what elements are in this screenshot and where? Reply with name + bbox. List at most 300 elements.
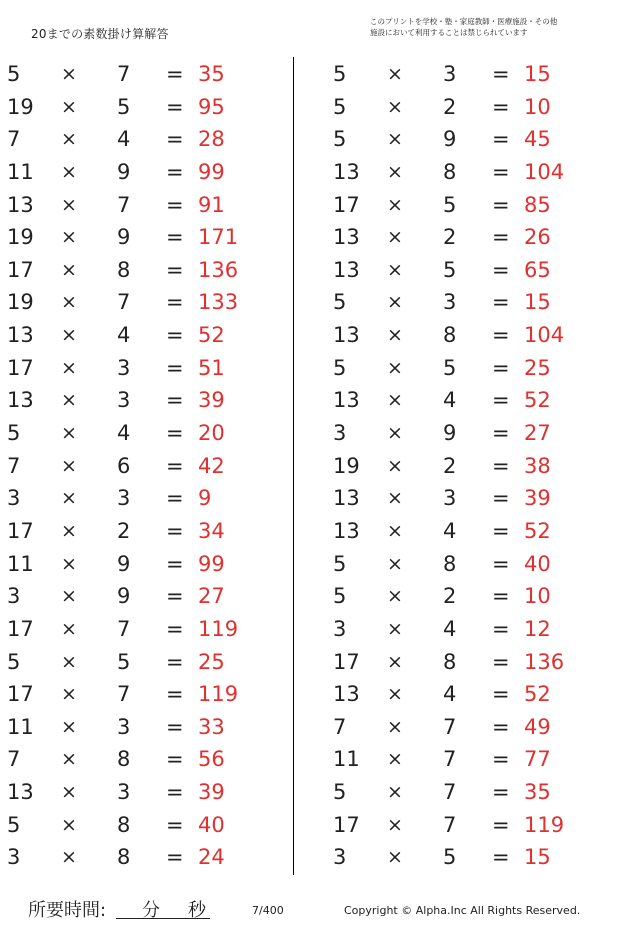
answer-value: 15 [524,62,551,86]
equals-sign: = [166,812,184,837]
equals-sign: = [492,551,510,576]
problem-row [0,123,290,156]
problem-row [0,711,290,744]
equals-sign: = [166,518,184,543]
equals-sign: = [166,616,184,641]
problem-row [0,809,290,842]
times-sign: × [61,389,77,412]
multiplicand: 13 [7,388,34,413]
times-sign: × [61,650,77,673]
multiplier: 2 [117,518,131,543]
multiplier: 8 [117,812,131,837]
problem-row [326,221,616,254]
equals-sign: = [492,159,510,184]
problem-row [326,743,616,776]
multiplicand: 13 [333,257,360,282]
multiplicand: 17 [333,649,360,674]
answer-value: 45 [524,127,551,152]
answer-value: 52 [524,388,551,413]
times-sign: × [61,715,77,738]
equals-sign: = [492,845,510,870]
equals-sign: = [492,127,510,152]
problem-row [0,286,290,319]
answer-value: 104 [524,159,565,184]
multiplier: 5 [117,649,131,674]
times-sign: × [61,160,77,183]
problem-row [0,776,290,809]
equals-sign: = [166,159,184,184]
equals-sign: = [492,616,510,641]
multiplicand: 19 [7,94,34,119]
times-sign: × [61,683,77,706]
multiplicand: 3 [333,616,347,641]
problem-row [326,417,616,450]
answer-value: 104 [524,323,565,348]
problem-row [326,123,616,156]
multiplier: 3 [443,486,457,511]
multiplier: 5 [443,257,457,282]
equals-sign: = [166,649,184,674]
answer-value: 136 [524,649,565,674]
problem-row [0,646,290,679]
times-sign: × [61,128,77,151]
multiplicand: 5 [333,780,347,805]
multiplier: 3 [117,780,131,805]
answer-value: 52 [524,682,551,707]
times-sign: × [387,846,403,869]
equals-sign: = [492,290,510,315]
problem-row [326,548,616,581]
multiplier: 4 [443,616,457,641]
problem-row [0,482,290,515]
answer-value: 20 [198,421,225,446]
multiplicand: 17 [7,616,34,641]
multiplier: 9 [117,159,131,184]
problem-row [0,156,290,189]
times-sign: × [387,519,403,542]
multiplier: 9 [117,584,131,609]
multiplicand: 7 [7,127,21,152]
multiplicand: 13 [7,780,34,805]
answer-value: 28 [198,127,225,152]
answer-value: 9 [198,486,212,511]
usage-notice-line-2: 施設において利用することは禁じられています [370,28,528,37]
page-number: 7/400 [252,904,284,917]
multiplicand: 17 [7,682,34,707]
answer-value: 15 [524,290,551,315]
times-sign: × [61,846,77,869]
times-sign: × [61,356,77,379]
times-sign: × [61,748,77,771]
times-sign: × [61,291,77,314]
multiplier: 4 [117,127,131,152]
equals-sign: = [166,192,184,217]
times-sign: × [387,813,403,836]
equals-sign: = [166,94,184,119]
problem-row [326,319,616,352]
multiplicand: 5 [333,551,347,576]
multiplicand: 13 [333,388,360,413]
multiplicand: 13 [7,192,34,217]
answer-value: 65 [524,257,551,282]
multiplier: 5 [443,192,457,217]
problem-row [326,841,616,874]
equals-sign: = [166,421,184,446]
answer-value: 40 [198,812,225,837]
multiplier: 5 [117,94,131,119]
times-sign: × [61,258,77,281]
problem-row [0,58,290,91]
times-sign: × [387,226,403,249]
multiplier: 8 [117,845,131,870]
multiplier: 9 [117,551,131,576]
answer-value: 24 [198,845,225,870]
problem-row [326,189,616,222]
multiplier: 3 [443,290,457,315]
answer-value: 99 [198,551,225,576]
multiplicand: 5 [333,62,347,86]
equals-sign: = [166,453,184,478]
times-sign: × [61,487,77,510]
multiplicand: 5 [333,127,347,152]
multiplicand: 11 [333,747,360,772]
problem-row [0,319,290,352]
answer-value: 119 [198,682,239,707]
equals-sign: = [492,323,510,348]
answer-value: 35 [198,62,225,86]
times-sign: × [387,356,403,379]
time-required-label: 所要時間: [28,900,107,921]
equals-sign: = [166,747,184,772]
times-sign: × [387,160,403,183]
equals-sign: = [492,94,510,119]
multiplier: 8 [443,323,457,348]
problem-row [326,91,616,124]
answer-value: 42 [198,453,225,478]
answer-value: 49 [524,714,551,739]
answer-value: 12 [524,616,551,641]
multiplier: 7 [443,714,457,739]
problem-row [326,352,616,385]
multiplier: 7 [117,616,131,641]
times-sign: × [387,193,403,216]
multiplier: 4 [443,682,457,707]
answer-value: 91 [198,192,225,217]
multiplicand: 5 [7,62,21,86]
multiplier: 2 [443,225,457,250]
multiplier: 3 [117,714,131,739]
times-sign: × [387,487,403,510]
multiplicand: 11 [7,714,34,739]
multiplicand: 5 [7,421,21,446]
equals-sign: = [492,812,510,837]
multiplier: 4 [443,518,457,543]
answer-value: 15 [524,845,551,870]
multiplier: 7 [443,747,457,772]
multiplicand: 5 [333,290,347,315]
times-sign: × [61,519,77,542]
equals-sign: = [492,780,510,805]
problem-row [326,450,616,483]
problem-row [326,646,616,679]
problem-row [0,254,290,287]
right-problem-column [326,58,616,874]
multiplier: 7 [117,290,131,315]
problem-row [0,384,290,417]
multiplicand: 19 [7,225,34,250]
times-sign: × [61,781,77,804]
multiplier: 8 [117,747,131,772]
multiplicand: 5 [333,355,347,380]
multiplier: 8 [443,649,457,674]
problem-row [0,678,290,711]
problem-row [0,189,290,222]
equals-sign: = [166,62,184,86]
problem-row [0,221,290,254]
problem-row [326,286,616,319]
multiplier: 3 [117,355,131,380]
equals-sign: = [166,290,184,315]
problem-row [326,776,616,809]
answer-value: 40 [524,551,551,576]
multiplicand: 5 [7,649,21,674]
answer-value: 25 [524,355,551,380]
equals-sign: = [166,714,184,739]
answer-value: 27 [198,584,225,609]
times-sign: × [61,813,77,836]
multiplicand: 17 [7,257,34,282]
times-sign: × [61,324,77,347]
equals-sign: = [166,845,184,870]
times-sign: × [387,389,403,412]
multiplicand: 17 [7,518,34,543]
times-sign: × [61,193,77,216]
answer-value: 27 [524,421,551,446]
multiplicand: 19 [7,290,34,315]
equals-sign: = [492,486,510,511]
times-sign: × [387,781,403,804]
answer-value: 34 [198,518,225,543]
times-sign: × [61,552,77,575]
multiplier: 4 [443,388,457,413]
multiplier: 2 [443,453,457,478]
multiplier: 4 [117,421,131,446]
multiplier: 2 [443,584,457,609]
worksheet-title: 20までの素数掛け算解答 [31,27,169,41]
equals-sign: = [166,257,184,282]
answer-value: 39 [198,388,225,413]
multiplier: 8 [117,257,131,282]
multiplicand: 3 [333,845,347,870]
times-sign: × [387,552,403,575]
multiplicand: 13 [333,518,360,543]
times-sign: × [387,650,403,673]
answer-value: 56 [198,747,225,772]
multiplicand: 5 [333,584,347,609]
equals-sign: = [492,257,510,282]
times-sign: × [61,226,77,249]
times-sign: × [387,454,403,477]
equals-sign: = [166,225,184,250]
equals-sign: = [166,486,184,511]
equals-sign: = [492,649,510,674]
problem-row [326,515,616,548]
equals-sign: = [492,747,510,772]
problem-row [0,743,290,776]
answer-value: 119 [524,812,565,837]
times-sign: × [61,422,77,445]
answer-value: 171 [198,225,239,250]
multiplicand: 13 [7,323,34,348]
multiplier: 7 [443,812,457,837]
times-sign: × [387,324,403,347]
times-sign: × [61,454,77,477]
equals-sign: = [492,453,510,478]
problem-row [326,580,616,613]
problem-row [326,809,616,842]
equals-sign: = [492,225,510,250]
multiplicand: 7 [333,714,347,739]
times-sign: × [387,422,403,445]
answer-value: 119 [198,616,239,641]
multiplicand: 3 [333,421,347,446]
answer-value: 10 [524,584,551,609]
times-sign: × [387,585,403,608]
answer-value: 52 [524,518,551,543]
times-sign: × [387,128,403,151]
multiplicand: 7 [7,747,21,772]
answer-value: 136 [198,257,239,282]
problem-row [326,482,616,515]
multiplicand: 17 [7,355,34,380]
answer-value: 133 [198,290,239,315]
multiplier: 6 [117,453,131,478]
problem-row [326,678,616,711]
left-problem-column [0,58,290,874]
problem-row [0,91,290,124]
multiplier: 5 [443,845,457,870]
answer-value: 39 [524,486,551,511]
problem-row [326,613,616,646]
times-sign: × [387,291,403,314]
multiplier: 7 [117,682,131,707]
equals-sign: = [492,192,510,217]
equals-sign: = [166,323,184,348]
answer-value: 10 [524,94,551,119]
multiplicand: 5 [333,94,347,119]
problem-row [326,711,616,744]
equals-sign: = [166,355,184,380]
minutes-label: 分 [142,900,160,921]
problem-row [0,548,290,581]
problem-row [0,613,290,646]
multiplicand: 11 [7,159,34,184]
times-sign: × [387,748,403,771]
equals-sign: = [492,518,510,543]
usage-notice-line-1: このプリントを学校・塾・家庭教師・医療施設・その他 [370,17,558,26]
multiplier: 7 [443,780,457,805]
equals-sign: = [166,584,184,609]
column-divider [293,57,294,875]
answer-value: 35 [524,780,551,805]
problem-row [326,384,616,417]
multiplier: 7 [117,192,131,217]
times-sign: × [61,585,77,608]
answer-value: 85 [524,192,551,217]
multiplicand: 13 [333,225,360,250]
answer-value: 51 [198,355,225,380]
times-sign: × [61,63,77,85]
multiplier: 3 [117,388,131,413]
equals-sign: = [166,388,184,413]
answer-value: 38 [524,453,551,478]
equals-sign: = [492,714,510,739]
equals-sign: = [166,780,184,805]
answer-value: 33 [198,714,225,739]
multiplicand: 13 [333,682,360,707]
multiplier: 3 [443,62,457,86]
times-sign: × [387,63,403,85]
equals-sign: = [166,682,184,707]
times-sign: × [387,95,403,118]
answer-value: 99 [198,159,225,184]
problem-row [0,352,290,385]
equals-sign: = [492,388,510,413]
problem-row [0,417,290,450]
multiplier: 9 [443,127,457,152]
multiplier: 8 [443,551,457,576]
multiplicand: 11 [7,551,34,576]
multiplicand: 3 [7,486,21,511]
multiplier: 7 [117,62,131,86]
times-sign: × [61,95,77,118]
multiplicand: 7 [7,453,21,478]
problem-row [326,58,616,91]
answer-value: 77 [524,747,551,772]
multiplier: 4 [117,323,131,348]
multiplicand: 3 [7,584,21,609]
equals-sign: = [492,584,510,609]
times-sign: × [387,683,403,706]
multiplicand: 17 [333,812,360,837]
usage-notice [370,16,620,38]
multiplicand: 13 [333,486,360,511]
multiplier: 9 [117,225,131,250]
multiplier: 9 [443,421,457,446]
problem-row [0,515,290,548]
equals-sign: = [492,355,510,380]
problem-row [0,580,290,613]
times-sign: × [387,258,403,281]
equals-sign: = [492,682,510,707]
times-sign: × [387,715,403,738]
problem-row [0,450,290,483]
problem-row [0,841,290,874]
multiplier: 5 [443,355,457,380]
problem-row [326,156,616,189]
seconds-label: 秒 [188,900,206,921]
answer-value: 95 [198,94,225,119]
times-sign: × [387,617,403,640]
multiplicand: 13 [333,159,360,184]
multiplicand: 3 [7,845,21,870]
multiplicand: 5 [7,812,21,837]
times-sign: × [61,617,77,640]
answer-value: 52 [198,323,225,348]
answer-value: 25 [198,649,225,674]
answer-value: 26 [524,225,551,250]
equals-sign: = [492,62,510,86]
